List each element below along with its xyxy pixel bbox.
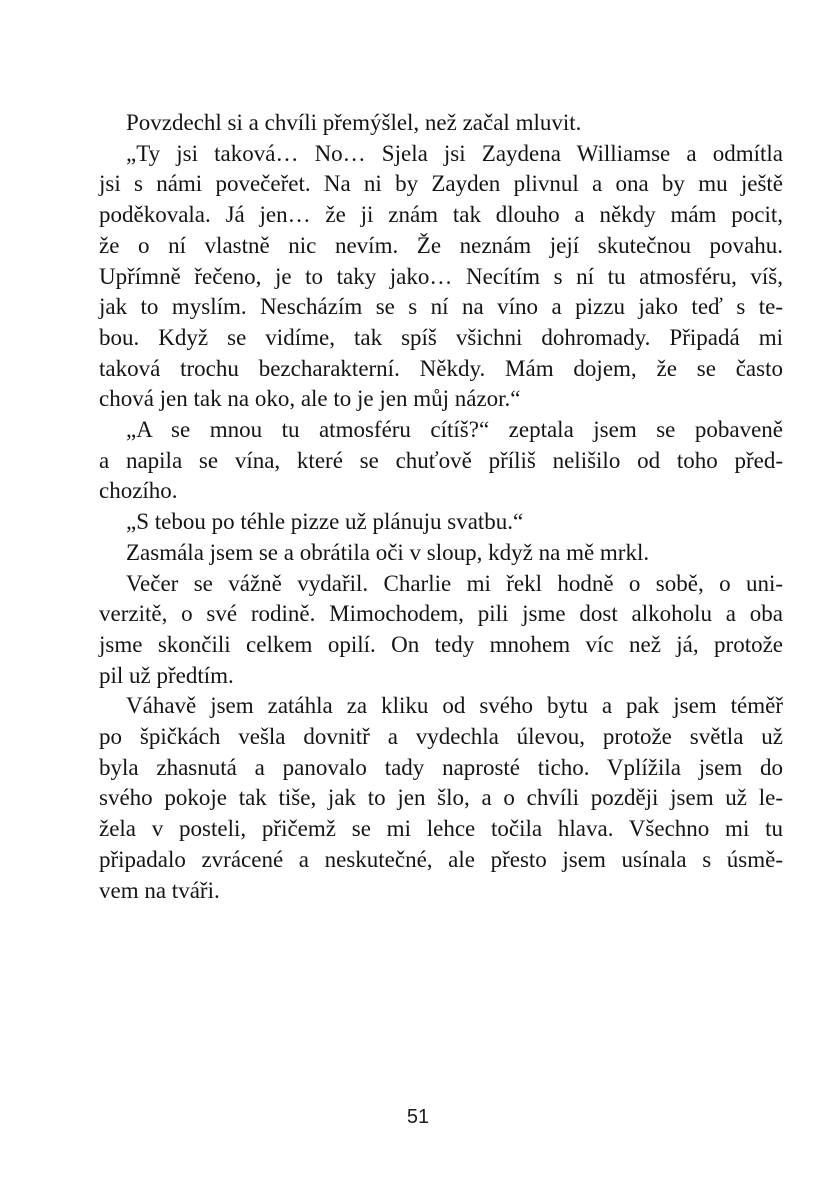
page-text <box>99 108 783 906</box>
text-line: chová jen tak na oko, ale to je jen můj názor.“ <box>99 386 521 412</box>
text-line: jsme skončili celkem opilí. On tedy mnohem víc než já, protože <box>99 631 783 657</box>
text-line: poděkovala. Já jen… že ji znám tak dlouho a někdy mám pocit, <box>99 202 783 228</box>
text-line: jak to myslím. Nescházím se s ní na víno a pizzu jako teď s te- <box>99 294 783 320</box>
text-line: pil už předtím. <box>99 662 234 688</box>
text-line: vem na tváři. <box>99 877 220 903</box>
text-line: po špičkách vešla dovnitř a vydechla úlevou, protože světla už <box>99 724 783 750</box>
text-line: a napila se vína, které se chuťově příliš nelišilo od toho před- <box>99 447 783 473</box>
text-line: verzitě, o své rodině. Mimochodem, pili jsme dost alkoholu a oba <box>99 601 783 627</box>
paragraph <box>99 691 783 906</box>
text-line: Povzdechl si a chvíli přemýšlel, než začal mluvit. <box>126 110 582 135</box>
text-line: že o ní vlastně nic nevím. Že neznám její skutečnou povahu. <box>99 232 783 258</box>
page-number: 51 <box>406 1106 430 1128</box>
paragraph <box>99 108 783 139</box>
paragraph <box>99 538 783 569</box>
text-line: „S tebou po téhle pizze už plánuju svatbu.“ <box>126 509 524 535</box>
paragraph <box>99 415 783 507</box>
paragraph <box>99 507 783 538</box>
text-line: jsi s námi povečeřet. Na ni by Zayden plivnul a ona by mu ještě <box>99 171 783 197</box>
text-line: byla zhasnutá a panovalo tady naprosté ticho. Vplížila jsem do <box>99 754 783 780</box>
text-line: svého pokoje tak tiše, jak to jen šlo, a o chvíli později jsem už le- <box>99 785 783 811</box>
text-line: žela v posteli, přičemž se mi lehce točila hlava. Všechno mi tu <box>99 816 783 842</box>
text-line: Večer se vážně vydařil. Charlie mi řekl hodně o sobě, o uni- <box>126 570 783 596</box>
text-line: „Ty jsi taková… No… Sjela jsi Zaydena Williamse a odmítla <box>126 140 783 166</box>
text-line: „A se mnou tu atmosféru cítíš?“ zeptala jsem se pobaveně <box>126 417 783 443</box>
text-line: bou. Když se vidíme, tak spíš všichni dohromady. Připadá mi <box>99 324 783 350</box>
text-line: Váhavě jsem zatáhla za kliku od svého bytu a pak jsem téměř <box>126 693 783 719</box>
text-line: Upřímně řečeno, je to taky jako… Necítím s ní tu atmosféru, víš, <box>99 263 783 289</box>
text-line: taková trochu bezcharakterní. Někdy. Mám dojem, že se často <box>99 355 783 381</box>
text-line: chozího. <box>99 478 178 504</box>
text-line: Zasmála jsem se a obrátila oči v sloup, když na mě mrkl. <box>126 539 650 565</box>
paragraph <box>99 569 783 692</box>
paragraph <box>99 139 783 415</box>
text-line: připadalo zvrácené a neskutečné, ale přesto jsem usínala s úsmě- <box>99 846 783 872</box>
